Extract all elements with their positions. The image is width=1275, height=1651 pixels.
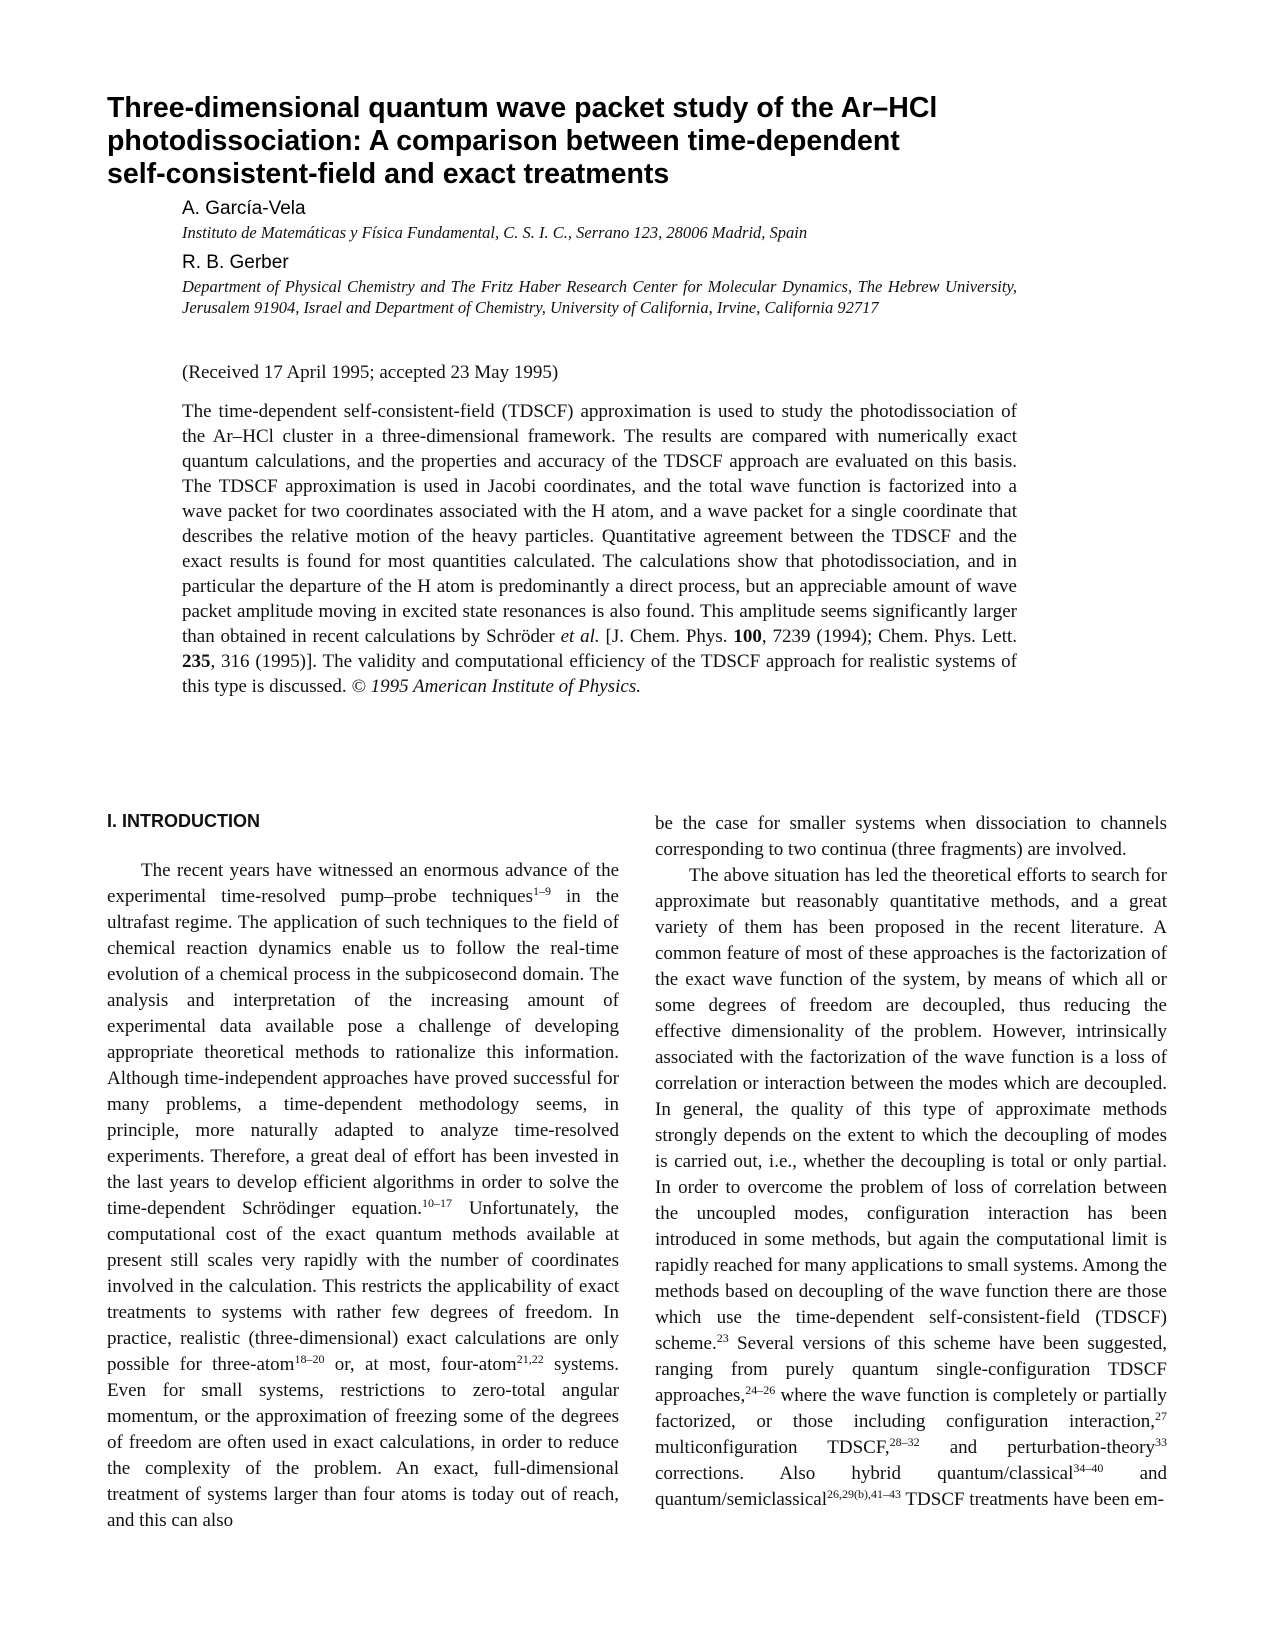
paper-title [107, 92, 1007, 191]
body-text: and quantum/semiclassical [655, 1463, 1167, 1510]
author-name: R. B. Gerber [182, 252, 289, 273]
abstract-text: The time-dependent self-consistent-field (TDSCF) approximation is used to study the photodissociation of the Ar–HCl cluster in a three-dimensional framework. The results are compared with numerically exact quantum calculations, and the properties and accuracy of the TDSCF approach are evaluated on this basis. The TDSCF approximation is used in Jacobi coordinates, and the total wave function is factorized into a wave packet for two coordinates associated with the H atom, and a wave packet for a single coordinate that describes the relative motion of the heavy particles. Quantitative agreement between the TDSCF and the exact results is found for most quantities calculated. The calculations show that photodissociation, and in particular the departure of the H atom is predominantly a direct process, but an appreciable amount of wave packet amplitude moving in excited state resonances is also found. This amplitude seems significantly larger than obtained in recent calculations by Schröder [182, 401, 1017, 647]
paragraph [655, 863, 1167, 1513]
section-heading: I. INTRODUCTION [107, 811, 260, 831]
body-text: The above situation has led the theoretical efforts to search for approximate but reasonably quantitative methods, and a great variety of them has been proposed in the recent literature. A common feature of most of these approaches is the factorization of the exact wave function of the system, by means of which all or some degrees of freedom are decoupled, thus reducing the effective dimensionality of the problem. However, intrinsically associated with the factorization of the wave function is a loss of correlation or interaction between the modes which are decoupled. In general, the quality of this type of approximate methods strongly depends on the extent to which the decoupling of modes is carried out, i.e., whether the decoupling is total or only partial. In order to overcome the problem of loss of correlation between the uncoupled modes, configuration interaction has been introduced in some methods, but again the computational limit is rapidly reached for many applications to small systems. Among the methods based on decoupling of the wave function there are those which use the time-dependent self-consistent-field (TDSCF) scheme. [655, 865, 1167, 1354]
body-text: systems. Even for small systems, restrictions to zero-total angular momentum, or the approximation of freezing some of the degrees of freedom are often used in exact calculations, in order to reduce the complexity of the problem. An exact, full-dimensional treatment of systems larger than four atoms is today out of reach, and this can also [107, 1354, 619, 1531]
abstract-et-al: et al. [560, 626, 600, 647]
abstract-text: , 7239 (1994); Chem. Phys. Lett. [761, 626, 1018, 647]
body-text: Several versions of this scheme have been suggested, ranging from purely quantum single-configuration TDSCF approaches, [655, 1333, 1167, 1406]
citation-ref: 10–17 [421, 1196, 452, 1210]
citation-ref: 34–40 [1073, 1461, 1104, 1475]
body-text: Unfortunately, the computational cost of the exact quantum methods available at present still scales very rapidly with the number of coordinates involved in the calculation. This restricts the applicability of exact treatments to systems with rather few degrees of freedom. In practice, realistic (three-dimensional) exact calculations are only possible for three-atom [107, 1198, 619, 1375]
abstract [182, 399, 1017, 699]
author-affiliation: Department of Physical Chemistry and The Fritz Haber Research Center for Molecular Dynamics, The Hebrew University, Jerusalem 91904, Israel and Department of Chemistry, University of California, Irvine, California 92717 [182, 277, 1017, 317]
title-line: Three-dimensional quantum wave packet study of the Ar–HCl [107, 92, 938, 124]
citation-ref: 1–9 [532, 884, 551, 898]
citation-ref: 23 [716, 1331, 729, 1345]
author-affiliation: Instituto de Matemáticas y Física Fundamental, C. S. I. C., Serrano 123, 28006 Madrid, Spain [182, 223, 808, 242]
body-text: in the ultrafast regime. The application of such techniques to the field of chemical reaction dynamics enable us to follow the real-time evolution of a chemical process in the subpicosecond domain. The analysis and interpretation of the increasing amount of experimental data available pose a challenge of developing appropriate theoretical methods to rationalize this information. Although time-independent approaches have proved successful for many problems, a time-dependent methodology seems, in principle, more naturally adapted to analyze time-resolved experiments. Therefore, a great deal of effort has been invested in the last years to develop efficient algorithms in order to solve the time-dependent Schrödinger equation. [107, 886, 619, 1219]
title-line: photodissociation: A comparison between time-dependent [107, 125, 900, 157]
title-line: self-consistent-field and exact treatments [107, 158, 670, 190]
body-text: or, at most, four-atom [324, 1354, 517, 1375]
journal-volume: 100 [733, 626, 762, 647]
left-column [107, 858, 619, 1534]
citation-ref: 26,29(b),41–43 [827, 1487, 902, 1501]
body-text: corrections. Also hybrid quantum/classical [655, 1463, 1074, 1484]
body-text: and perturbation-theory [919, 1437, 1155, 1458]
body-text: where the wave function is completely or partially factorized, or those including configuration interaction, [655, 1385, 1167, 1432]
citation-ref: 18–20 [294, 1352, 325, 1366]
citation-ref: 33 [1155, 1435, 1167, 1449]
citation-ref: 27 [1155, 1409, 1167, 1423]
body-text: The recent years have witnessed an enormous advance of the experimental time-resolved pump–probe techniques [107, 860, 619, 907]
copyright-notice: © 1995 American Institute of Physics. [351, 676, 641, 697]
paragraph [107, 858, 619, 1534]
journal-volume: 235 [182, 651, 211, 672]
citation-ref: 24–26 [745, 1383, 776, 1397]
citation-ref: 28–32 [889, 1435, 920, 1449]
body-text: multiconfiguration TDSCF, [655, 1437, 890, 1458]
paragraph: be the case for smaller systems when dissociation to channels corresponding to two continua (three fragments) are involved. [655, 813, 1167, 860]
abstract-text: [J. Chem. Phys. [605, 626, 728, 647]
citation-ref: 21,22 [516, 1352, 544, 1366]
author-name: A. García-Vela [182, 198, 306, 219]
right-column [655, 811, 1167, 1513]
abstract-text: , 316 (1995)]. The validity and computational efficiency of the TDSCF approach for realistic systems of this type is discussed. [182, 651, 1017, 697]
body-text: TDSCF treatments have been em- [901, 1489, 1164, 1510]
received-dates: (Received 17 April 1995; accepted 23 May 1995) [182, 362, 559, 383]
